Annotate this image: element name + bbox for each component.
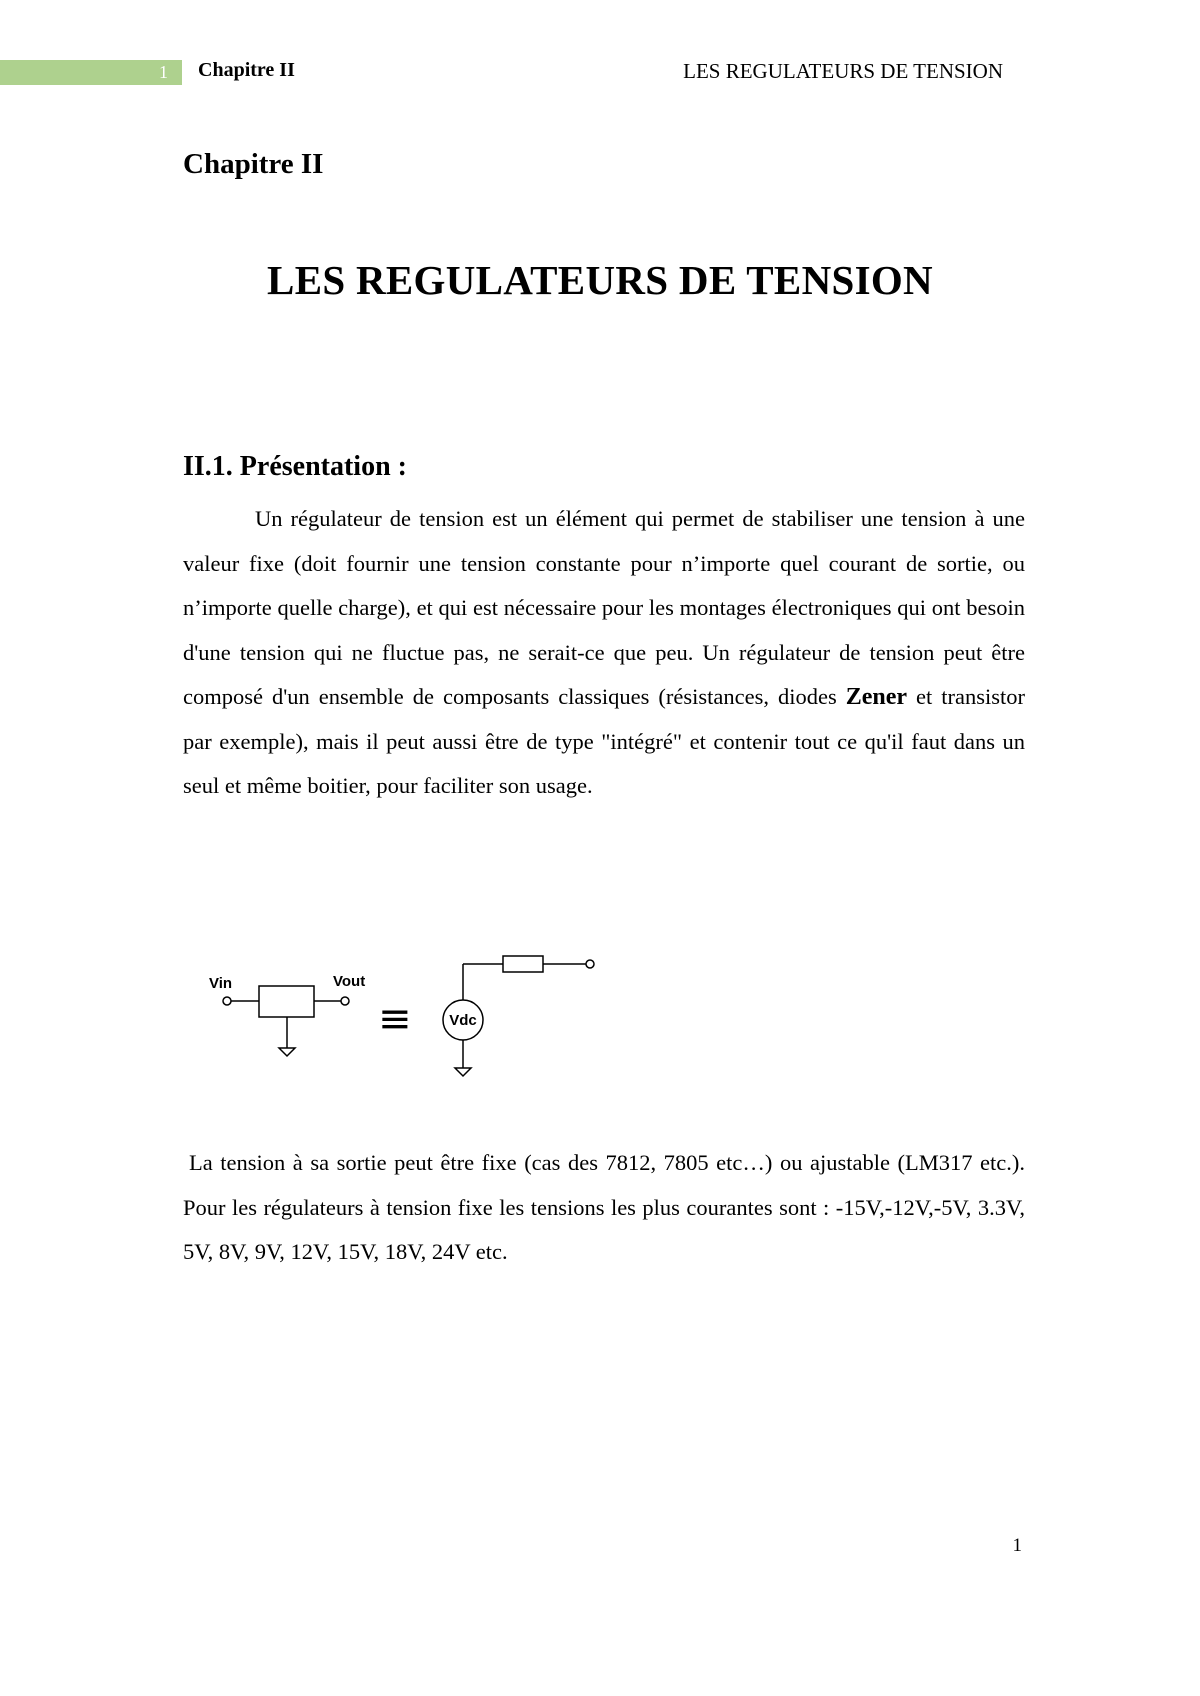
equivalence-icon: ≡ <box>378 996 412 1042</box>
section-heading: II.1. Présentation : <box>183 451 407 482</box>
vin-label: Vin <box>209 975 233 992</box>
regulator-equivalence-diagram <box>200 950 640 1100</box>
ground-icon <box>279 1048 295 1056</box>
paragraph-text-1b: et transistor par exemple), mais il peut aussi être de type "intégré" et contenir tout ce qu'il faut dans un seul et même boitier, pour faciliter son usage. <box>183 684 1026 798</box>
vin-terminal <box>223 997 231 1005</box>
chapter-label: Chapitre II <box>183 148 324 180</box>
paragraph-text-1a: Un régulateur de tension est un élément qui permet de stabiliser une tension à une valeur fixe (doit fournir une tension constante pour n’importe quel courant de sortie, ou n’importe quelle charge), et qui est nécessaire pour les montages électroniques qui ont besoin d'une tension qui ne fluctue pas, ne serait-ce que peu. Un régulateur de tension peut être composé d'un ensemble de composants classiques (résistances, diodes <box>183 506 1025 709</box>
header-chapter: Chapitre II <box>198 59 295 81</box>
header-page-tab <box>0 60 182 85</box>
source-ground-icon <box>455 1068 471 1076</box>
paragraph-output-voltage: La tension à sa sortie peut être fixe (cas des 7812, 7805 etc…) ou ajustable (LM317 etc.). Pour les régulateurs à tension fixe les tensions les plus courantes sont : -15V,-12V,-5V, 3.3V, 5V, 8V, 9V, 12V, 15V, 18V, 24V etc. <box>183 1150 1025 1264</box>
header-page-number: 1 <box>159 62 168 82</box>
vout-terminal <box>341 997 349 1005</box>
page-title: LES REGULATEURS DE TENSION <box>267 257 933 303</box>
paragraph-presentation <box>183 497 1025 809</box>
footer-page-number: 1 <box>1012 1535 1022 1556</box>
regulator-block <box>259 986 314 1017</box>
vdc-label: Vdc <box>449 1012 477 1029</box>
series-resistor <box>503 956 543 972</box>
vout-label: Vout <box>333 973 366 990</box>
zener-term: Zener <box>845 684 908 710</box>
header-title: LES REGULATEURS DE TENSION <box>683 59 1003 83</box>
output-terminal <box>586 960 594 968</box>
